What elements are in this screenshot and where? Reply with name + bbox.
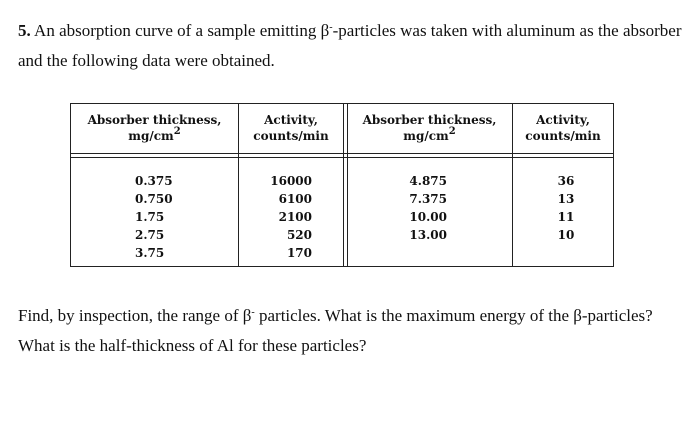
header-activity-right: Activity, counts/min	[525, 113, 601, 143]
header-activity-left: Activity, counts/min	[253, 113, 329, 143]
table-cell: 11	[557, 210, 575, 224]
table-cell: 13.00	[409, 228, 447, 242]
data-table	[70, 103, 614, 267]
table-cell: 10	[557, 228, 575, 242]
table-cell: 2100	[278, 210, 312, 224]
left-thickness-column	[135, 172, 173, 262]
header-thickness-left: Absorber thickness, $mg/cm^2$	[87, 113, 222, 143]
left-activity-column	[265, 172, 312, 262]
question-followup: Find, by inspection, the range of β- particles. What is the maximum energy of the β-particles? What is the half-thickness of Al for these particles?	[18, 306, 653, 355]
table-cell: 2.75	[135, 228, 165, 242]
table-cell: 520	[286, 228, 312, 242]
table-cell: 4.875	[409, 174, 447, 188]
header-double-rule	[71, 153, 613, 158]
table-cell: 6100	[278, 192, 312, 206]
right-activity-column	[554, 172, 578, 244]
question-number: 5.	[18, 21, 31, 40]
table-cell: 10.00	[409, 210, 447, 224]
table-cell: 3.75	[135, 246, 165, 260]
right-thickness-column	[395, 172, 447, 244]
question-intro: 5. An absorption curve of a sample emitting β--particles was taken with aluminum as the absorber and the following data were obtained.	[18, 21, 682, 70]
table-cell: 0.375	[135, 174, 173, 188]
table-cell: 1.75	[135, 210, 165, 224]
table-cell: 0.750	[135, 192, 173, 206]
table-cell: 170	[286, 246, 312, 260]
table-cell: 36	[557, 174, 575, 188]
header-thickness-right: Absorber thickness, $mg/cm^2$	[362, 113, 497, 143]
table-cell: 13	[557, 192, 575, 206]
table-cell: 16000	[270, 174, 312, 188]
table-cell: 7.375	[409, 192, 447, 206]
